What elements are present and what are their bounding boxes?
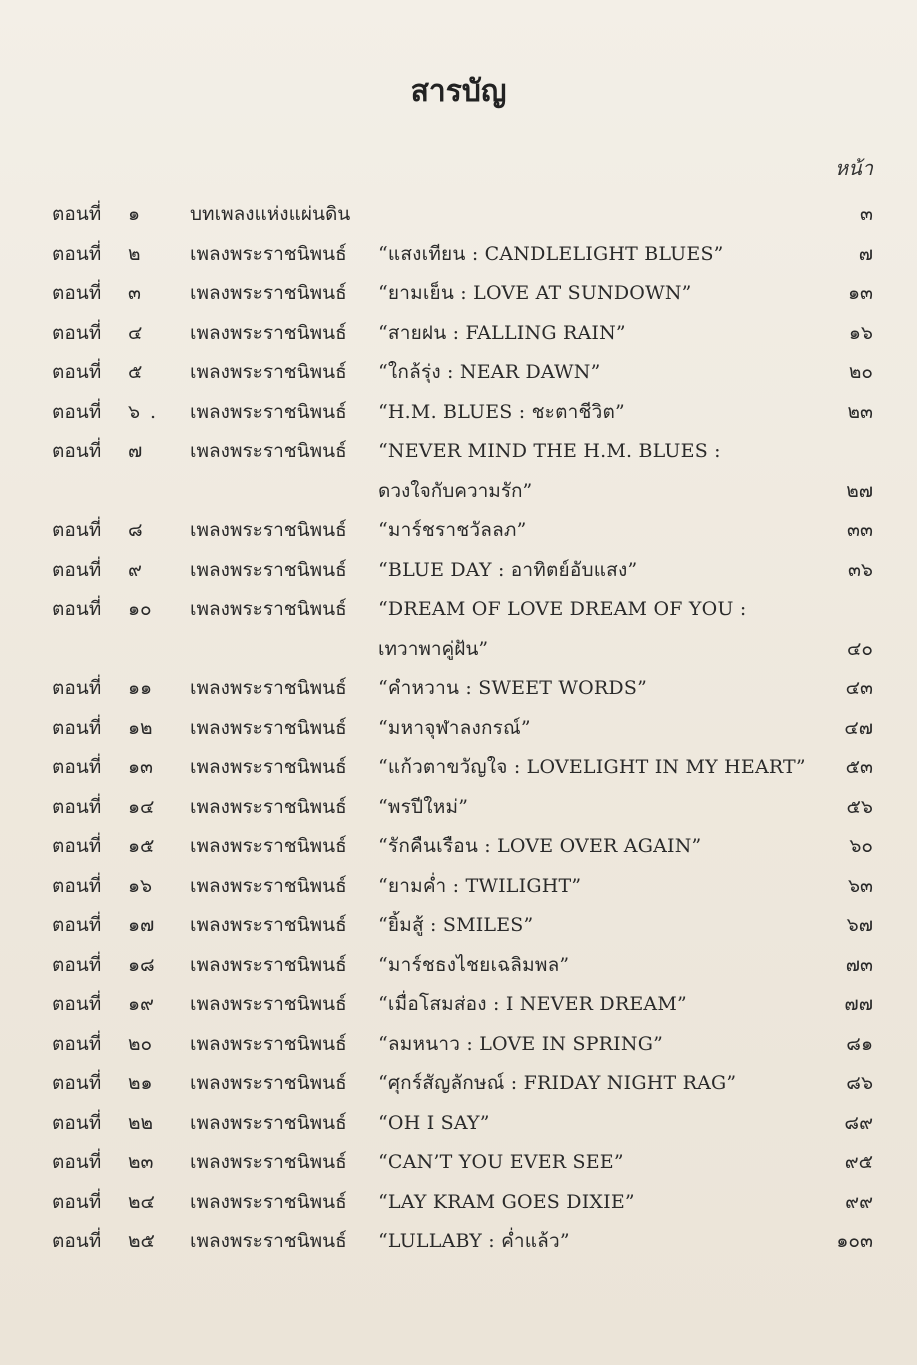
entry-category: เพลงพระราชนิพนธ์ [190, 993, 347, 1015]
toc-entry [0, 274, 917, 314]
page-title: สารบัญ [410, 74, 507, 109]
entry-page-number: ๖๗ [846, 914, 873, 936]
toc-entry [0, 314, 917, 354]
entry-label: ตอนที่ [52, 1032, 102, 1055]
entry-number: ๒๔ [128, 1190, 155, 1213]
entry-category: เพลงพระราชนิพนธ์ [190, 1032, 347, 1055]
toc-entry [0, 867, 917, 907]
entry-label: ตอนที่ [52, 756, 102, 778]
entry-number: ๒๕ [128, 1230, 155, 1252]
toc-entry [0, 235, 917, 275]
entry-number: ๒๐ [128, 1032, 153, 1055]
entry-page-number: ๒๓ [847, 400, 873, 423]
entry-category: เพลงพระราชนิพนธ์ [190, 795, 347, 818]
entry-label: ตอนที่ [52, 1190, 102, 1213]
entry-page-number: ๒๐ [848, 361, 873, 383]
entry-category: เพลงพระราชนิพนธ์ [190, 242, 347, 265]
entry-number: ๒ [128, 242, 141, 265]
toc-entry [0, 393, 917, 433]
entry-song-title: “CAN’T YOU EVER SEE” [378, 1151, 624, 1173]
entry-page-number: ๙๕ [844, 1151, 873, 1173]
entry-song-title: “แสงเทียน : CANDLELIGHT BLUES” [378, 242, 724, 265]
entry-song-title: “ลมหนาว : LOVE IN SPRING” [378, 1032, 663, 1055]
entry-page-number: ๘๖ [846, 1072, 873, 1094]
entry-number: ๘ [128, 519, 143, 541]
entry-page-number: ๒๗ [846, 479, 873, 502]
entry-number: ๑๑ [128, 677, 153, 699]
entry-number: ๒๑ [128, 1072, 153, 1094]
entry-category: เพลงพระราชนิพนธ์ [190, 1072, 347, 1094]
entry-page-number: ๔๐ [847, 637, 873, 660]
entry-category: เพลงพระราชนิพนธ์ [190, 400, 347, 423]
entry-number: ๑๒ [128, 716, 153, 739]
entry-category: เพลงพระราชนิพนธ์ [190, 835, 347, 857]
entry-label: ตอนที่ [52, 874, 102, 897]
entry-number: ๑๔ [128, 795, 155, 818]
entry-page-number: ๕๖ [846, 795, 873, 818]
entry-label: ตอนที่ [52, 361, 102, 383]
entry-label: ตอนที่ [52, 1230, 102, 1252]
entry-category: เพลงพระราชนิพนธ์ [190, 440, 347, 462]
toc-entry [0, 827, 917, 867]
entry-category: เพลงพระราชนิพนธ์ [190, 282, 347, 304]
entry-page-number: ๗๓ [845, 953, 873, 976]
entry-category: เพลงพระราชนิพนธ์ [190, 874, 347, 897]
entry-stray-dot: . [150, 400, 157, 423]
toc-entry [0, 709, 917, 749]
entry-song-title: “พรปีใหม่” [378, 795, 469, 818]
entry-number: ๑๘ [128, 953, 155, 976]
entry-category: เพลงพระราชนิพนธ์ [190, 1230, 347, 1252]
entry-number: ๑๙ [128, 993, 154, 1015]
entry-category: เพลงพระราชนิพนธ์ [190, 914, 347, 936]
entry-song-title-continued: ดวงใจกับความรัก” [378, 479, 533, 502]
entry-category: เพลงพระราชนิพนธ์ [190, 756, 347, 778]
entry-song-title-continued: เทวาพาคู่ฝัน” [378, 637, 489, 660]
entry-page-number: ๑๖ [848, 321, 873, 344]
entry-label: ตอนที่ [52, 677, 102, 699]
toc-entry [0, 511, 917, 551]
entry-number: ๒๓ [128, 1151, 154, 1173]
entry-song-title: “มาร์ชราชวัลลภ” [378, 519, 527, 541]
entry-category: เพลงพระราชนิพนธ์ [190, 598, 347, 620]
entry-song-title: “ยิ้มสู้ : SMILES” [378, 914, 534, 936]
entry-number: ๑๓ [128, 756, 154, 778]
entry-page-number: ๓ [860, 203, 873, 225]
entry-number: ๑ [128, 203, 141, 225]
entry-page-number: ๖๐ [849, 835, 873, 857]
toc-entry [0, 946, 917, 986]
entry-number: ๑๗ [128, 914, 155, 936]
toc-entry [0, 1222, 917, 1262]
entry-number: ๗ [128, 440, 143, 462]
entry-label: ตอนที่ [52, 282, 102, 304]
entry-song-title: “ยามค่ำ : TWILIGHT” [378, 874, 582, 897]
entry-song-title: “LAY KRAM GOES DIXIE” [378, 1190, 635, 1213]
toc-entry [0, 788, 917, 828]
page-column-header: หน้า [834, 156, 873, 180]
toc-entry [0, 985, 917, 1025]
entry-number: ๑๐ [128, 598, 152, 620]
entry-number: ๖ [128, 400, 141, 423]
entry-category: เพลงพระราชนิพนธ์ [190, 953, 347, 976]
entry-category: เพลงพระราชนิพนธ์ [190, 677, 347, 699]
toc-entry [0, 1143, 917, 1183]
entry-label: ตอนที่ [52, 795, 102, 818]
entry-song-title: “มาร์ชธงไชยเฉลิมพล” [378, 953, 570, 976]
entry-number: ๑๖ [128, 874, 153, 897]
entry-category: เพลงพระราชนิพนธ์ [190, 558, 347, 581]
entry-category: บทเพลงแห่งแผ่นดิน [190, 203, 351, 225]
entry-label: ตอนที่ [52, 953, 102, 976]
entry-label: ตอนที่ [52, 558, 102, 581]
entry-label: ตอนที่ [52, 835, 102, 857]
entry-label: ตอนที่ [52, 914, 102, 936]
table-of-contents [0, 195, 917, 1262]
toc-entry [0, 906, 917, 946]
entry-category: เพลงพระราชนิพนธ์ [190, 519, 347, 541]
entry-category: เพลงพระราชนิพนธ์ [190, 716, 347, 739]
entry-category: เพลงพระราชนิพนธ์ [190, 321, 347, 344]
toc-entry [0, 669, 917, 709]
entry-song-title: “ศุกร์สัญลักษณ์ : FRIDAY NIGHT RAG” [378, 1072, 737, 1094]
entry-label: ตอนที่ [52, 203, 102, 225]
entry-song-title: “BLUE DAY : อาทิตย์อับแสง” [378, 558, 638, 581]
entry-label: ตอนที่ [52, 242, 102, 265]
entry-page-number: ๕๓ [845, 756, 873, 778]
entry-label: ตอนที่ [52, 1072, 102, 1094]
entry-page-number: ๓๓ [847, 519, 873, 541]
entry-page-number: ๔๗ [844, 716, 873, 739]
entry-label: ตอนที่ [52, 993, 102, 1015]
entry-song-title: “ยามเย็น : LOVE AT SUNDOWN” [378, 282, 692, 304]
entry-song-title: “H.M. BLUES : ชะตาชีวิต” [378, 400, 625, 423]
entry-page-number: ๓๖ [847, 558, 873, 581]
entry-label: ตอนที่ [52, 400, 102, 423]
entry-label: ตอนที่ [52, 321, 102, 344]
entry-page-number: ๘๙ [844, 1111, 873, 1134]
entry-song-title: “สายฝน : FALLING RAIN” [378, 321, 626, 344]
entry-page-number: ๗๗ [844, 993, 873, 1015]
toc-entry [0, 1104, 917, 1144]
entry-song-title: “DREAM OF LOVE DREAM OF YOU : [378, 598, 747, 620]
toc-entry [0, 590, 917, 669]
entry-label: ตอนที่ [52, 1151, 102, 1173]
entry-category: เพลงพระราชนิพนธ์ [190, 1111, 347, 1134]
entry-page-number: ๖๓ [847, 874, 873, 897]
entry-category: เพลงพระราชนิพนธ์ [190, 1151, 347, 1173]
entry-label: ตอนที่ [52, 440, 102, 462]
entry-song-title: “LULLABY : ค่ำแล้ว” [378, 1230, 570, 1252]
entry-page-number: ๙๙ [845, 1190, 873, 1213]
entry-label: ตอนที่ [52, 519, 102, 541]
entry-page-number: ๑๐๓ [836, 1230, 873, 1252]
entry-song-title: “NEVER MIND THE H.M. BLUES : [378, 440, 721, 462]
entry-number: ๕ [128, 361, 143, 383]
entry-song-title: “OH I SAY” [378, 1111, 490, 1134]
entry-label: ตอนที่ [52, 716, 102, 739]
entry-number: ๔ [128, 321, 143, 344]
entry-page-number: ๗ [858, 242, 873, 265]
toc-entry [0, 1183, 917, 1223]
toc-entry [0, 551, 917, 591]
entry-song-title: “เมื่อโสมส่อง : I NEVER DREAM” [378, 993, 687, 1015]
entry-number: ๑๕ [128, 835, 155, 857]
entry-song-title: “มหาจุฬาลงกรณ์” [378, 716, 531, 739]
entry-category: เพลงพระราชนิพนธ์ [190, 1190, 347, 1213]
entry-category: เพลงพระราชนิพนธ์ [190, 361, 347, 383]
entry-song-title: “คำหวาน : SWEET WORDS” [378, 677, 647, 699]
toc-entry [0, 195, 917, 235]
toc-entry [0, 1025, 917, 1065]
toc-entry [0, 748, 917, 788]
entry-page-number: ๘๑ [846, 1032, 873, 1055]
entry-number: ๓ [128, 282, 141, 304]
entry-number: ๙ [128, 558, 142, 581]
toc-entry [0, 353, 917, 393]
entry-song-title: “ใกล้รุ่ง : NEAR DAWN” [378, 361, 601, 383]
toc-entry [0, 1064, 917, 1104]
entry-label: ตอนที่ [52, 1111, 102, 1134]
entry-page-number: ๑๓ [847, 282, 873, 304]
entry-label: ตอนที่ [52, 598, 102, 620]
entry-number: ๒๒ [128, 1111, 154, 1134]
entry-song-title: “แก้วตาขวัญใจ : LOVELIGHT IN MY HEART” [378, 756, 806, 778]
entry-song-title: “รักคืนเรือน : LOVE OVER AGAIN” [378, 835, 702, 857]
entry-page-number: ๔๓ [845, 677, 873, 699]
toc-entry [0, 432, 917, 511]
